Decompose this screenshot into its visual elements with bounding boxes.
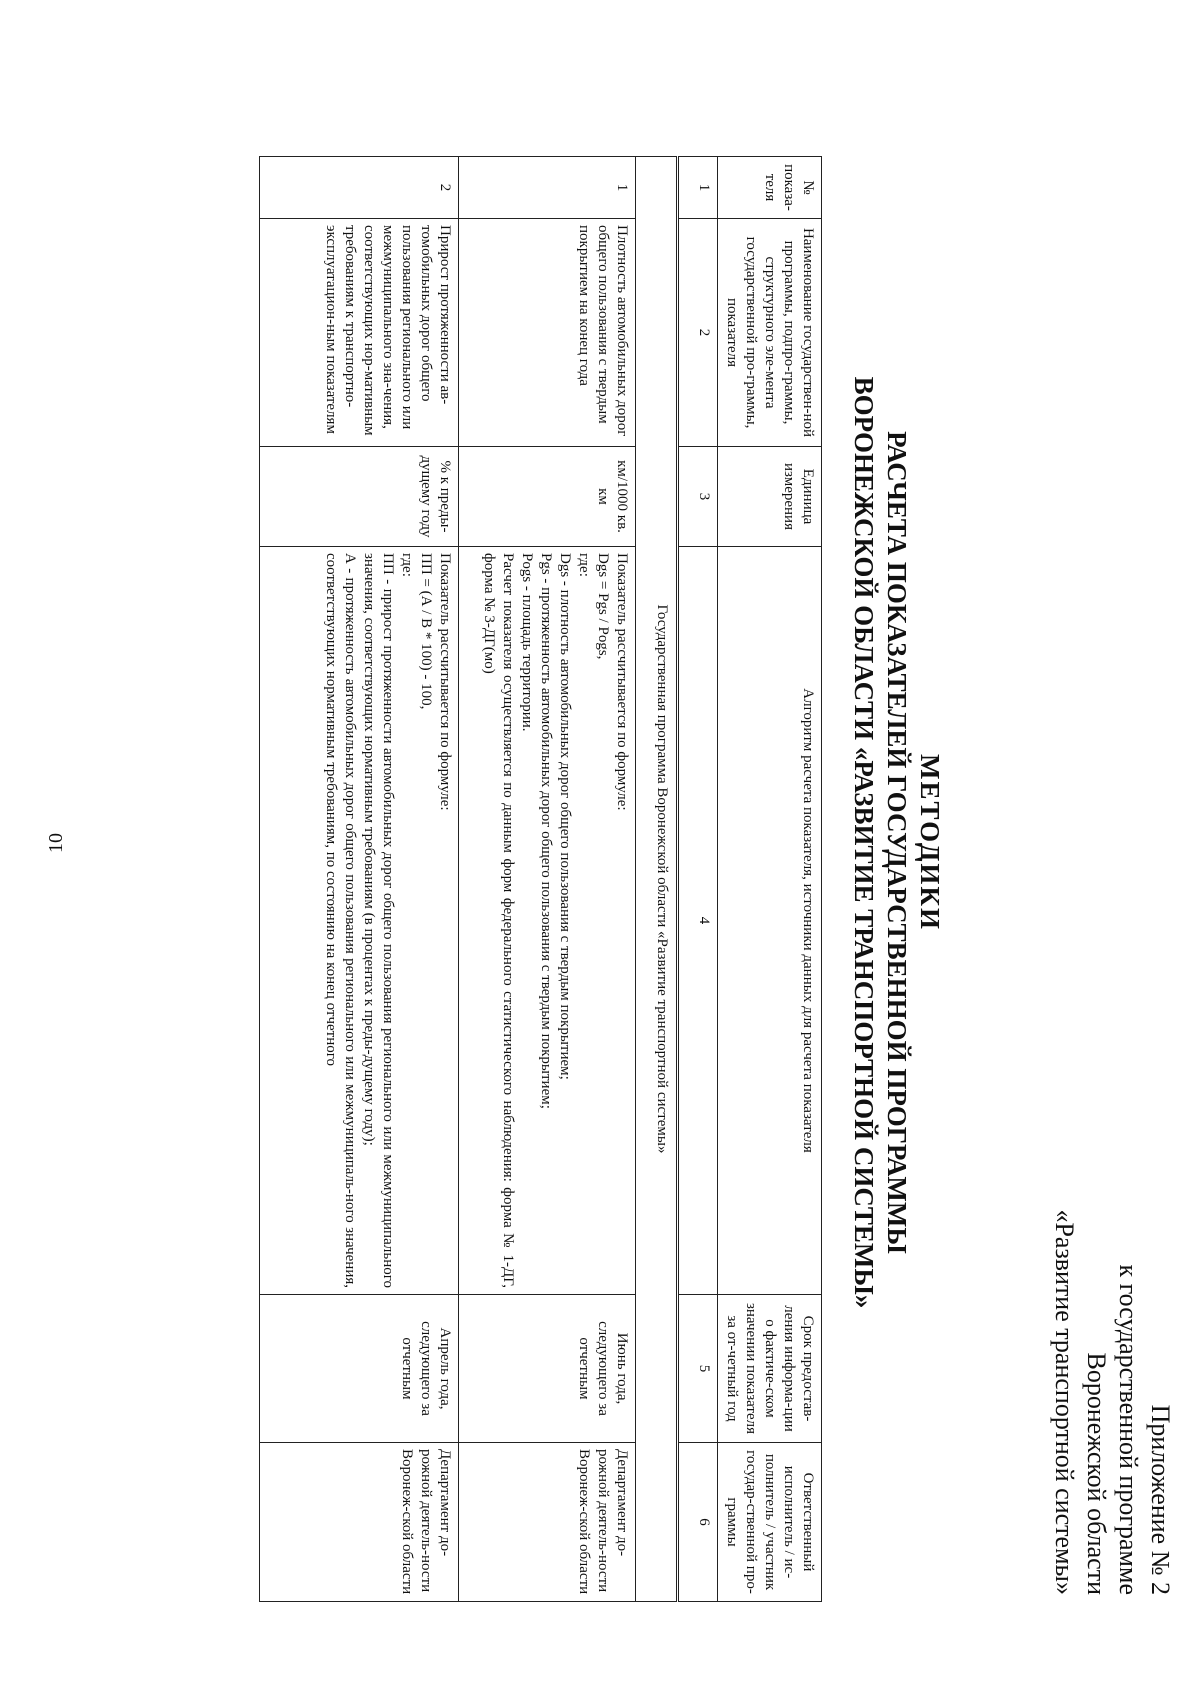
column-number: 5 [678, 1295, 718, 1443]
indicator-deadline: Июнь года, следующего за отчетным [459, 1295, 636, 1443]
algorithm-line: Показатель рассчитывается по формуле: [437, 553, 453, 811]
indicator-number: 2 [260, 157, 459, 219]
indicator-name: Прирост протяженности ав-томобильных дорог общего пользования регионального или межмуниципального зна-чения, соответствующих нор-мативным требованиям к транспортно-эксплуатацион-ным показателям [260, 219, 459, 447]
column-number: 2 [678, 219, 718, 447]
header-num: № показа-теля [718, 157, 822, 219]
header-responsible: Ответственный исполнитель / ис-полнитель / участник государ-ственной про-граммы [718, 1443, 822, 1602]
algorithm-line: Pgs - протяженность автомобильных дорог общего пользования с твердым покрытием; [538, 553, 554, 1109]
algorithm-line: Показатель рассчитывается по формуле: [614, 553, 630, 811]
indicator-deadline: Апрель года, следующего за отчетным [260, 1295, 459, 1443]
appendix-header [1048, 995, 1176, 1595]
indicator-unit: % к преды-дущему году [260, 447, 459, 547]
algorithm-line: ПП = (А / В * 100) - 100, [418, 553, 434, 710]
indicator-name: Плотность автомобильных дорог общего пользования с твердым покрытием на конец года [459, 219, 636, 447]
indicator-number: 1 [459, 157, 636, 219]
program-row [636, 157, 678, 1602]
title-line: РАСЧЕТА ПОКАЗАТЕЛЕЙ ГОСУДАРСТВЕННОЙ ПРОГРАММЫ [882, 431, 912, 1254]
header-deadline: Срок предостав-ления информа-ции о фактиче-ском значении показателя за от-четный год [718, 1295, 822, 1443]
column-number-row [678, 157, 718, 1602]
column-number: 6 [678, 1443, 718, 1602]
document-title [847, 70, 946, 1615]
indicator-responsible: Департамент до-рожной деятель-ности Воронеж-ской области [260, 1443, 459, 1602]
algorithm-line: Pogs - площадь территории. [519, 553, 535, 732]
appendix-line: к государственной программе [1114, 1264, 1143, 1595]
algorithm-line: где: [576, 553, 592, 577]
column-number: 1 [678, 157, 718, 219]
indicator-responsible: Департамент до-рожной деятель-ности Воронеж-ской области [459, 1443, 636, 1602]
header-name: Наименование государствен-ной программы, подпро-граммы, структурного эле-мента государственной про-граммы, показателя [718, 219, 822, 447]
table-header-row [718, 157, 822, 1602]
header-unit: Единица измерения [718, 447, 822, 547]
header-algorithm: Алгоритм расчета показателя, источники данных для расчета показателя [718, 547, 822, 1295]
column-number: 3 [678, 447, 718, 547]
table-row [260, 157, 459, 1602]
column-number: 4 [678, 547, 718, 1295]
indicator-algorithm [260, 547, 459, 1295]
title-line: МЕТОДИКИ [915, 754, 945, 931]
program-name: Государственная программа Воронежской области «Развитие транспортной системы» [636, 157, 678, 1602]
methodology-table [259, 156, 822, 1601]
title-line: ВОРОНЕЖСКОЙ ОБЛАСТИ «РАЗВИТИЕ ТРАНСПОРТНОЙ СИСТЕМЫ» [849, 376, 879, 1309]
indicator-unit: км/1000 кв. км [459, 447, 636, 547]
algorithm-line: Расчет показателя осуществляется по данным форм федерального статистического наблюдения: форма № 1-ДГ, форма № 3-ДГ(мо) [481, 553, 516, 1288]
algorithm-line: Dgs = Pgs / Pogs, [595, 553, 611, 660]
page-number: 10 [45, 833, 67, 853]
algorithm-line: А - протяженность автомобильных дорог общего пользования регионального или межмуниципаль-ного значения, соответствующих нормативным требованиям, по состоянию на конец отчетного [323, 553, 358, 1288]
indicator-algorithm [459, 547, 636, 1295]
appendix-line: «Развитие транспортной системы» [1050, 1209, 1079, 1595]
algorithm-line: ПП - прирост протяженности автомобильных дорог общего пользования регионального или межмуниципального значения, соответствующих нормативным требованиям (в процентах к преды-дущему году); [361, 553, 396, 1288]
algorithm-line: где: [399, 553, 415, 577]
appendix-line: Приложение № 2 [1146, 1404, 1175, 1595]
algorithm-line: Dgs - плотность автомобильных дорог общего пользования с твердым покрытием; [557, 553, 573, 1080]
appendix-line: Воронежской области [1082, 1352, 1111, 1595]
document-sheet [14, 70, 1184, 1615]
table-row [459, 157, 636, 1602]
